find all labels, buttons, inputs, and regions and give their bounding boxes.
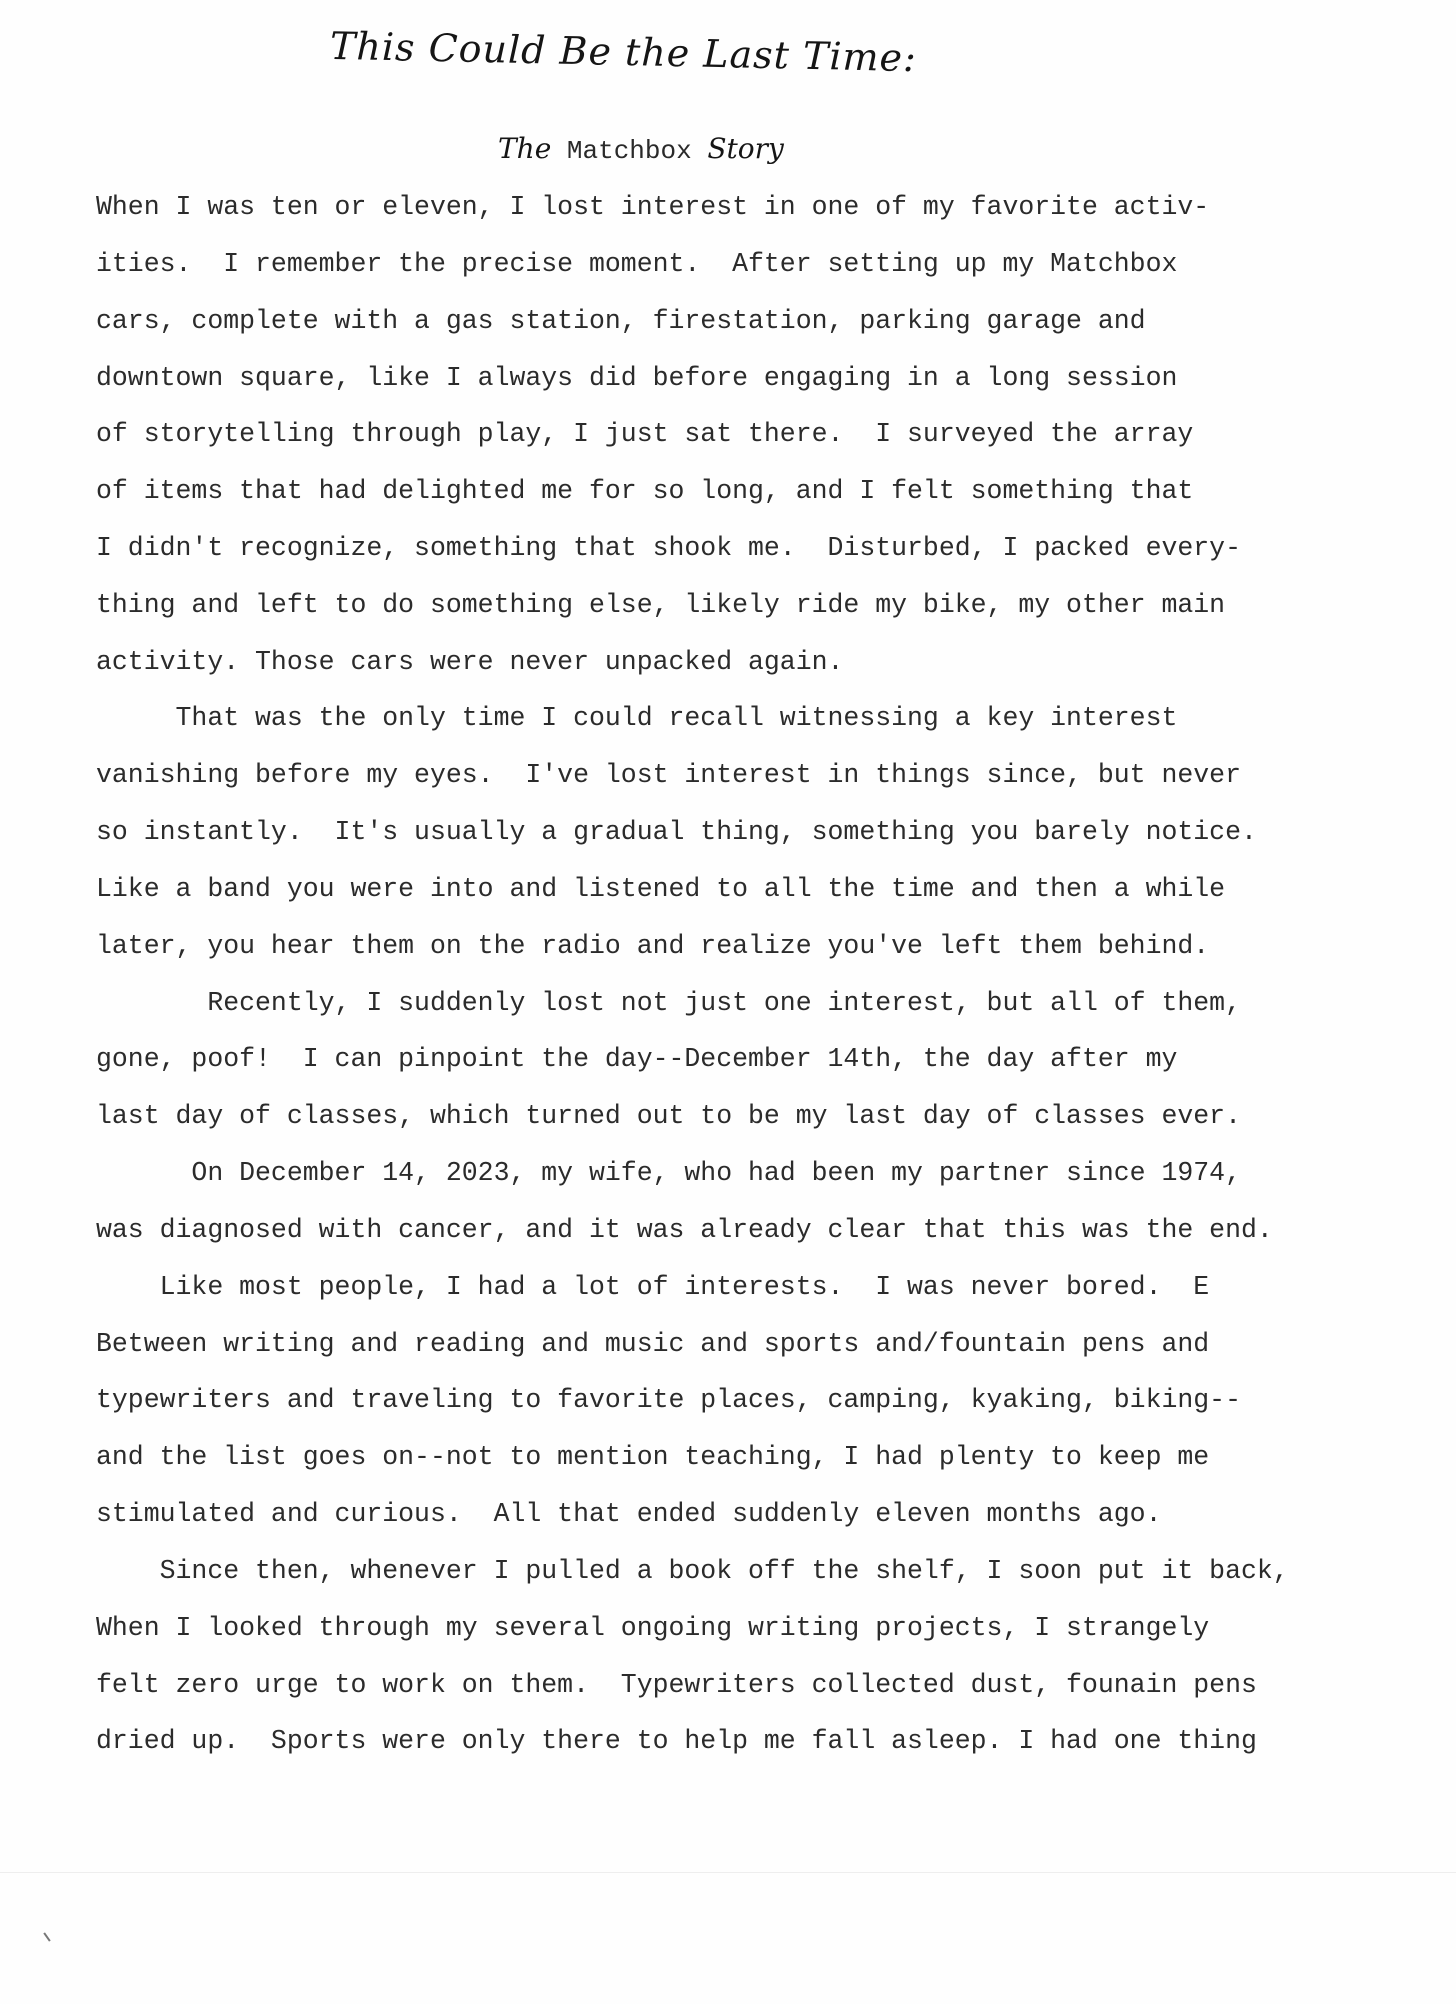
- text-line: thing and left to do something else, likely ride my bike, my other main: [96, 590, 1226, 620]
- text-line: dried up. Sports were only there to help me fall asleep. I had one thing: [96, 1726, 1257, 1756]
- text-line: was diagnosed with cancer, and it was already clear that this was the end.: [96, 1215, 1273, 1245]
- text-line: activity. Those cars were never unpacked again.: [96, 647, 844, 677]
- scan-edge: [0, 1872, 1456, 1873]
- subtitle-typed-word: Matchbox: [566, 136, 692, 166]
- text-line: later, you hear them on the radio and realize you've left them behind.: [96, 931, 1210, 961]
- text-line: gone, poof! I can pinpoint the day--December 14th, the day after my: [96, 1044, 1178, 1074]
- text-line: Like most people, I had a lot of interests. I was never bored. E: [96, 1272, 1210, 1302]
- text-line: downtown square, like I always did before engaging in a long session: [96, 363, 1178, 393]
- text-line: I didn't recognize, something that shook me. Disturbed, I packed every-: [96, 533, 1241, 563]
- text-line: stimulated and curious. All that ended suddenly eleven months ago.: [96, 1499, 1162, 1529]
- text-line: Like a band you were into and listened to all the time and then a while: [96, 874, 1226, 904]
- text-line: and the list goes on--not to mention teaching, I had plenty to keep me: [96, 1442, 1210, 1472]
- text-line: of items that had delighted me for so long, and I felt something that: [96, 476, 1194, 506]
- text-line: That was the only time I could recall witnessing a key interest: [96, 703, 1178, 733]
- text-line: felt zero urge to work on them. Typewriters collected dust, founain pens: [96, 1670, 1257, 1700]
- text-line: typewriters and traveling to favorite places, camping, kyaking, biking--: [96, 1385, 1241, 1415]
- subtitle: [498, 132, 784, 166]
- text-line: ities. I remember the precise moment. After setting up my Matchbox: [96, 249, 1178, 279]
- text-line: On December 14, 2023, my wife, who had been my partner since 1974,: [96, 1158, 1241, 1188]
- text-line: Recently, I suddenly lost not just one interest, but all of them,: [96, 988, 1241, 1018]
- text-line: When I looked through my several ongoing writing projects, I strangely: [96, 1613, 1210, 1643]
- text-line: so instantly. It's usually a gradual thing, something you barely notice.: [96, 817, 1257, 847]
- subtitle-handwritten-prefix: The: [498, 132, 552, 165]
- subtitle-handwritten-suffix: Story: [707, 132, 784, 165]
- text-line: vanishing before my eyes. I've lost interest in things since, but never: [96, 760, 1241, 790]
- text-line: Since then, whenever I pulled a book off the shelf, I soon put it back,: [96, 1556, 1289, 1586]
- text-line: last day of classes, which turned out to be my last day of classes ever.: [96, 1101, 1241, 1131]
- text-line: cars, complete with a gas station, firestation, parking garage and: [96, 306, 1146, 336]
- text-line: of storytelling through play, I just sat there. I surveyed the array: [96, 419, 1194, 449]
- text-line: Between writing and reading and music and sports and/fountain pens and: [96, 1329, 1210, 1359]
- stray-pen-mark: [43, 1932, 50, 1941]
- handwritten-title: This Could Be the Last Time:: [329, 23, 918, 81]
- text-line: When I was ten or eleven, I lost interest in one of my favorite activ-: [96, 192, 1210, 222]
